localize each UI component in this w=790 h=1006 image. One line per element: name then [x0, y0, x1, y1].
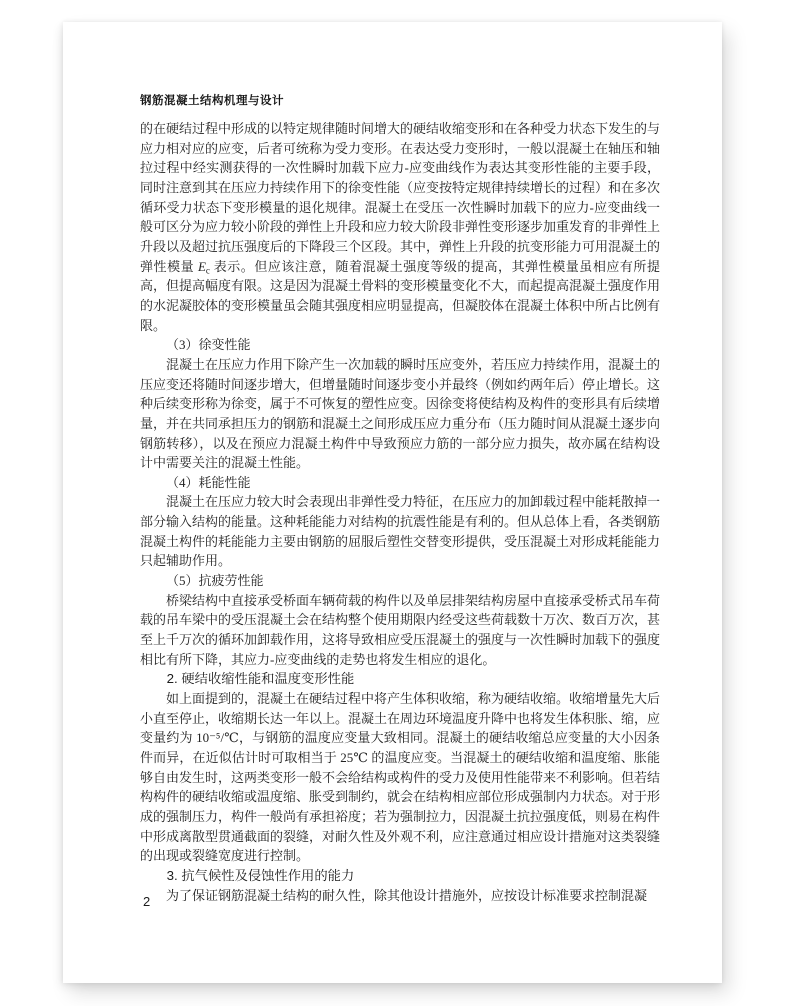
body-paragraph: 混凝土在压应力较大时会表现出非弹性受力特征，在压应力的加卸载过程中能耗散掉一部分输入结构的能量。这种耗能能力对结构的抗震性能是有利的。但从总体上看，各类钢筋混凝土构件的耗能能力主要由钢筋的屈服后塑性交替变形提供，受压混凝土对形成耗能能力只起辅助作用。 — [140, 494, 661, 569]
page-number: 2 — [143, 894, 151, 909]
body-paragraph: 为了保证钢筋混凝土结构的耐久性，除其他设计措施外，应按设计标准要求控制混凝 — [166, 887, 648, 903]
page-body — [140, 119, 660, 905]
list-subheading: （5）抗疲劳性能 — [166, 573, 264, 589]
section-heading: 2. 硬结收缩性能和温度变形性能 — [166, 671, 355, 687]
running-head: 钢筋混凝土结构机理与设计 — [140, 95, 284, 107]
body-paragraph: 如上面提到的，混凝土在硬结过程中将产生体积收缩，称为硬结收缩。收缩增量先大后小直至停止，收缩期长达一年以上。混凝土在周边环境温度升降中也将发生体积胀、缩，应变量约为 10⁻⁵/℃，与钢筋的温度应变量大致相同。混凝土的硬结收缩总应变量的大小因条件而异，在近似估计时可取相当于 25℃ 的温度应变。当混凝土的硬结收缩和温度缩、胀能够自由发生时，这两类变形一般不会给结构或构件的受力及使用性能带来不利影响。但若结构构件的硬结收缩或温度缩、胀受到制约，就会在结构相应部位形成强制内力状态。对于形成的强制压力，构件一般尚有承担裕度；若为强制拉力，因混凝土抗拉强度低，则易在构件中形成离散型贯通截面的裂缝，对耐久性及外观不利，应注意通过相应设计措施对这类裂缝的出现或裂缝宽度进行控制。 — [140, 691, 661, 864]
body-paragraph: 混凝土在压应力作用下除产生一次加载的瞬时压应变外，若压应力持续作用，混凝土的压应变还将随时间逐步增大，但增量随时间逐步变小并最终（例如约两年后）停止增长。这种后续变形称为徐变，属于不可恢复的塑性应变。因徐变将使结构及构件的变形具有后续增量，并在共同承担压力的钢筋和混凝土之间形成压应力重分布（压力随时间从混凝土逐步向钢筋转移），以及在预应力混凝土构件中导致预应力筋的一部分应力损失，故亦属在结构设计中需要关注的混凝土性能。 — [140, 356, 661, 471]
body-paragraph: 桥梁结构中直接承受桥面车辆荷载的构件以及单层排架结构房屋中直接承受桥式吊车荷载的吊车梁中的受压混凝土会在结构整个使用期限内经受这些荷载数十万次、数百万次，甚至上千万次的循环加卸载作用，这将导致相应受压混凝土的强度与一次性瞬时加载下的强度相比有所下降，其应力-应变曲线的走势也将发生相应的退化。 — [140, 592, 661, 667]
list-subheading: （4）耗能性能 — [166, 474, 251, 490]
section-heading: 3. 抗气候性及侵蚀性作用的能力 — [166, 867, 355, 883]
list-subheading: （3）徐变性能 — [166, 337, 251, 353]
book-page — [63, 22, 722, 983]
body-paragraph: 的在硬结过程中形成的以特定规律随时间增大的硬结收缩变形和在各种受力状态下发生的与应力相对应的应变，后者可统称为受力变形。在表达受力变形时，一般以混凝土在轴压和轴拉过程中经实测获得的一次性瞬时加载下应力-应变曲线作为表达其变形性能的主要手段，同时注意到其在压应力持续作用下的徐变性能（应变按特定规律持续增长的过程）和在多次循环受力状态下变形模量的退化规律。混凝土在受压一次性瞬时加载下的应力-应变曲线一般可区分为应力较小阶段的弹性上升段和应力较大阶段非弹性变形逐步加重发育的非弹性上升段以及超过抗压强度后的下降段三个区段。其中，弹性上升段的抗变形能力可用混凝土的弹性模量 $E_c$ 表示。但应该注意，随着混凝土强度等级的提高，其弹性模量虽相应有所提高，但提高幅度有限。这是因为混凝土骨料的变形模量变化不大，而起提高混凝土强度作用的水泥凝胶体的变形模量虽会随其强度相应明显提高，但凝胶体在混凝土体积中所占比例有限。 — [140, 121, 661, 333]
